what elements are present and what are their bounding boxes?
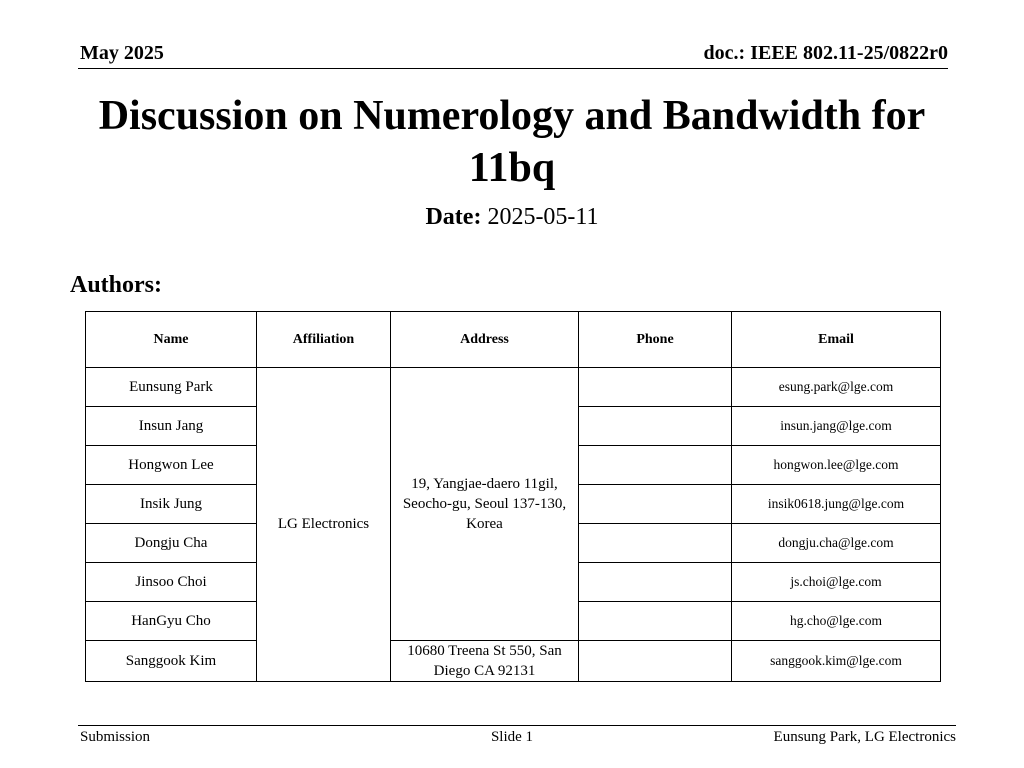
author-address-seoul: 19, Yangjae-daero 11gil, Seocho-gu, Seoul 137-130, Korea (391, 368, 579, 641)
author-phone (579, 485, 732, 524)
header-divider (78, 68, 948, 69)
author-name: Hongwon Lee (86, 446, 257, 485)
author-name: Dongju Cha (86, 524, 257, 563)
slide-title: Discussion on Numerology and Bandwidth for 11bq (98, 93, 926, 191)
author-name: Jinsoo Choi (86, 563, 257, 602)
footer-submission: Submission (80, 729, 151, 745)
author-phone (579, 407, 732, 446)
author-phone (579, 446, 732, 485)
column-header-phone: Phone (579, 312, 732, 368)
author-email: insik0618.jung@lge.com (732, 485, 941, 524)
author-email: hg.cho@lge.com (732, 602, 941, 641)
author-email: sanggook.kim@lge.com (732, 641, 941, 682)
author-phone (579, 368, 732, 407)
footer-author: Eunsung Park, LG Electronics (773, 729, 956, 745)
author-name: HanGyu Cho (86, 602, 257, 641)
table-row (86, 368, 941, 407)
author-name: Insun Jang (86, 407, 257, 446)
footer-slide-number: Slide 1 (490, 729, 534, 745)
column-header-affiliation: Affiliation (257, 312, 391, 368)
author-email: esung.park@lge.com (732, 368, 941, 407)
author-phone (579, 602, 732, 641)
author-name: Eunsung Park (86, 368, 257, 407)
author-name: Sanggook Kim (86, 641, 257, 682)
date-value: 2025-05-11 (487, 204, 599, 230)
author-name: Insik Jung (86, 485, 257, 524)
date-label: Date: (425, 204, 482, 230)
header-date: May 2025 (80, 42, 164, 64)
footer-divider (78, 725, 956, 726)
column-header-address: Address (391, 312, 579, 368)
authors-label: Authors: (70, 272, 163, 298)
column-header-name: Name (86, 312, 257, 368)
author-email: hongwon.lee@lge.com (732, 446, 941, 485)
author-email: js.choi@lge.com (732, 563, 941, 602)
author-email: dongju.cha@lge.com (732, 524, 941, 563)
table-row (86, 641, 941, 682)
date-line (0, 204, 1024, 231)
authors-table (85, 311, 941, 682)
author-affiliation: LG Electronics (257, 368, 391, 682)
column-header-email: Email (732, 312, 941, 368)
header-doc-id: doc.: IEEE 802.11-25/0822r0 (703, 42, 948, 64)
author-address-san-diego: 10680 Treena St 550, San Diego CA 92131 (391, 641, 579, 682)
author-phone (579, 641, 732, 682)
author-email: insun.jang@lge.com (732, 407, 941, 446)
table-header-row (86, 312, 941, 368)
author-phone (579, 524, 732, 563)
author-phone (579, 563, 732, 602)
